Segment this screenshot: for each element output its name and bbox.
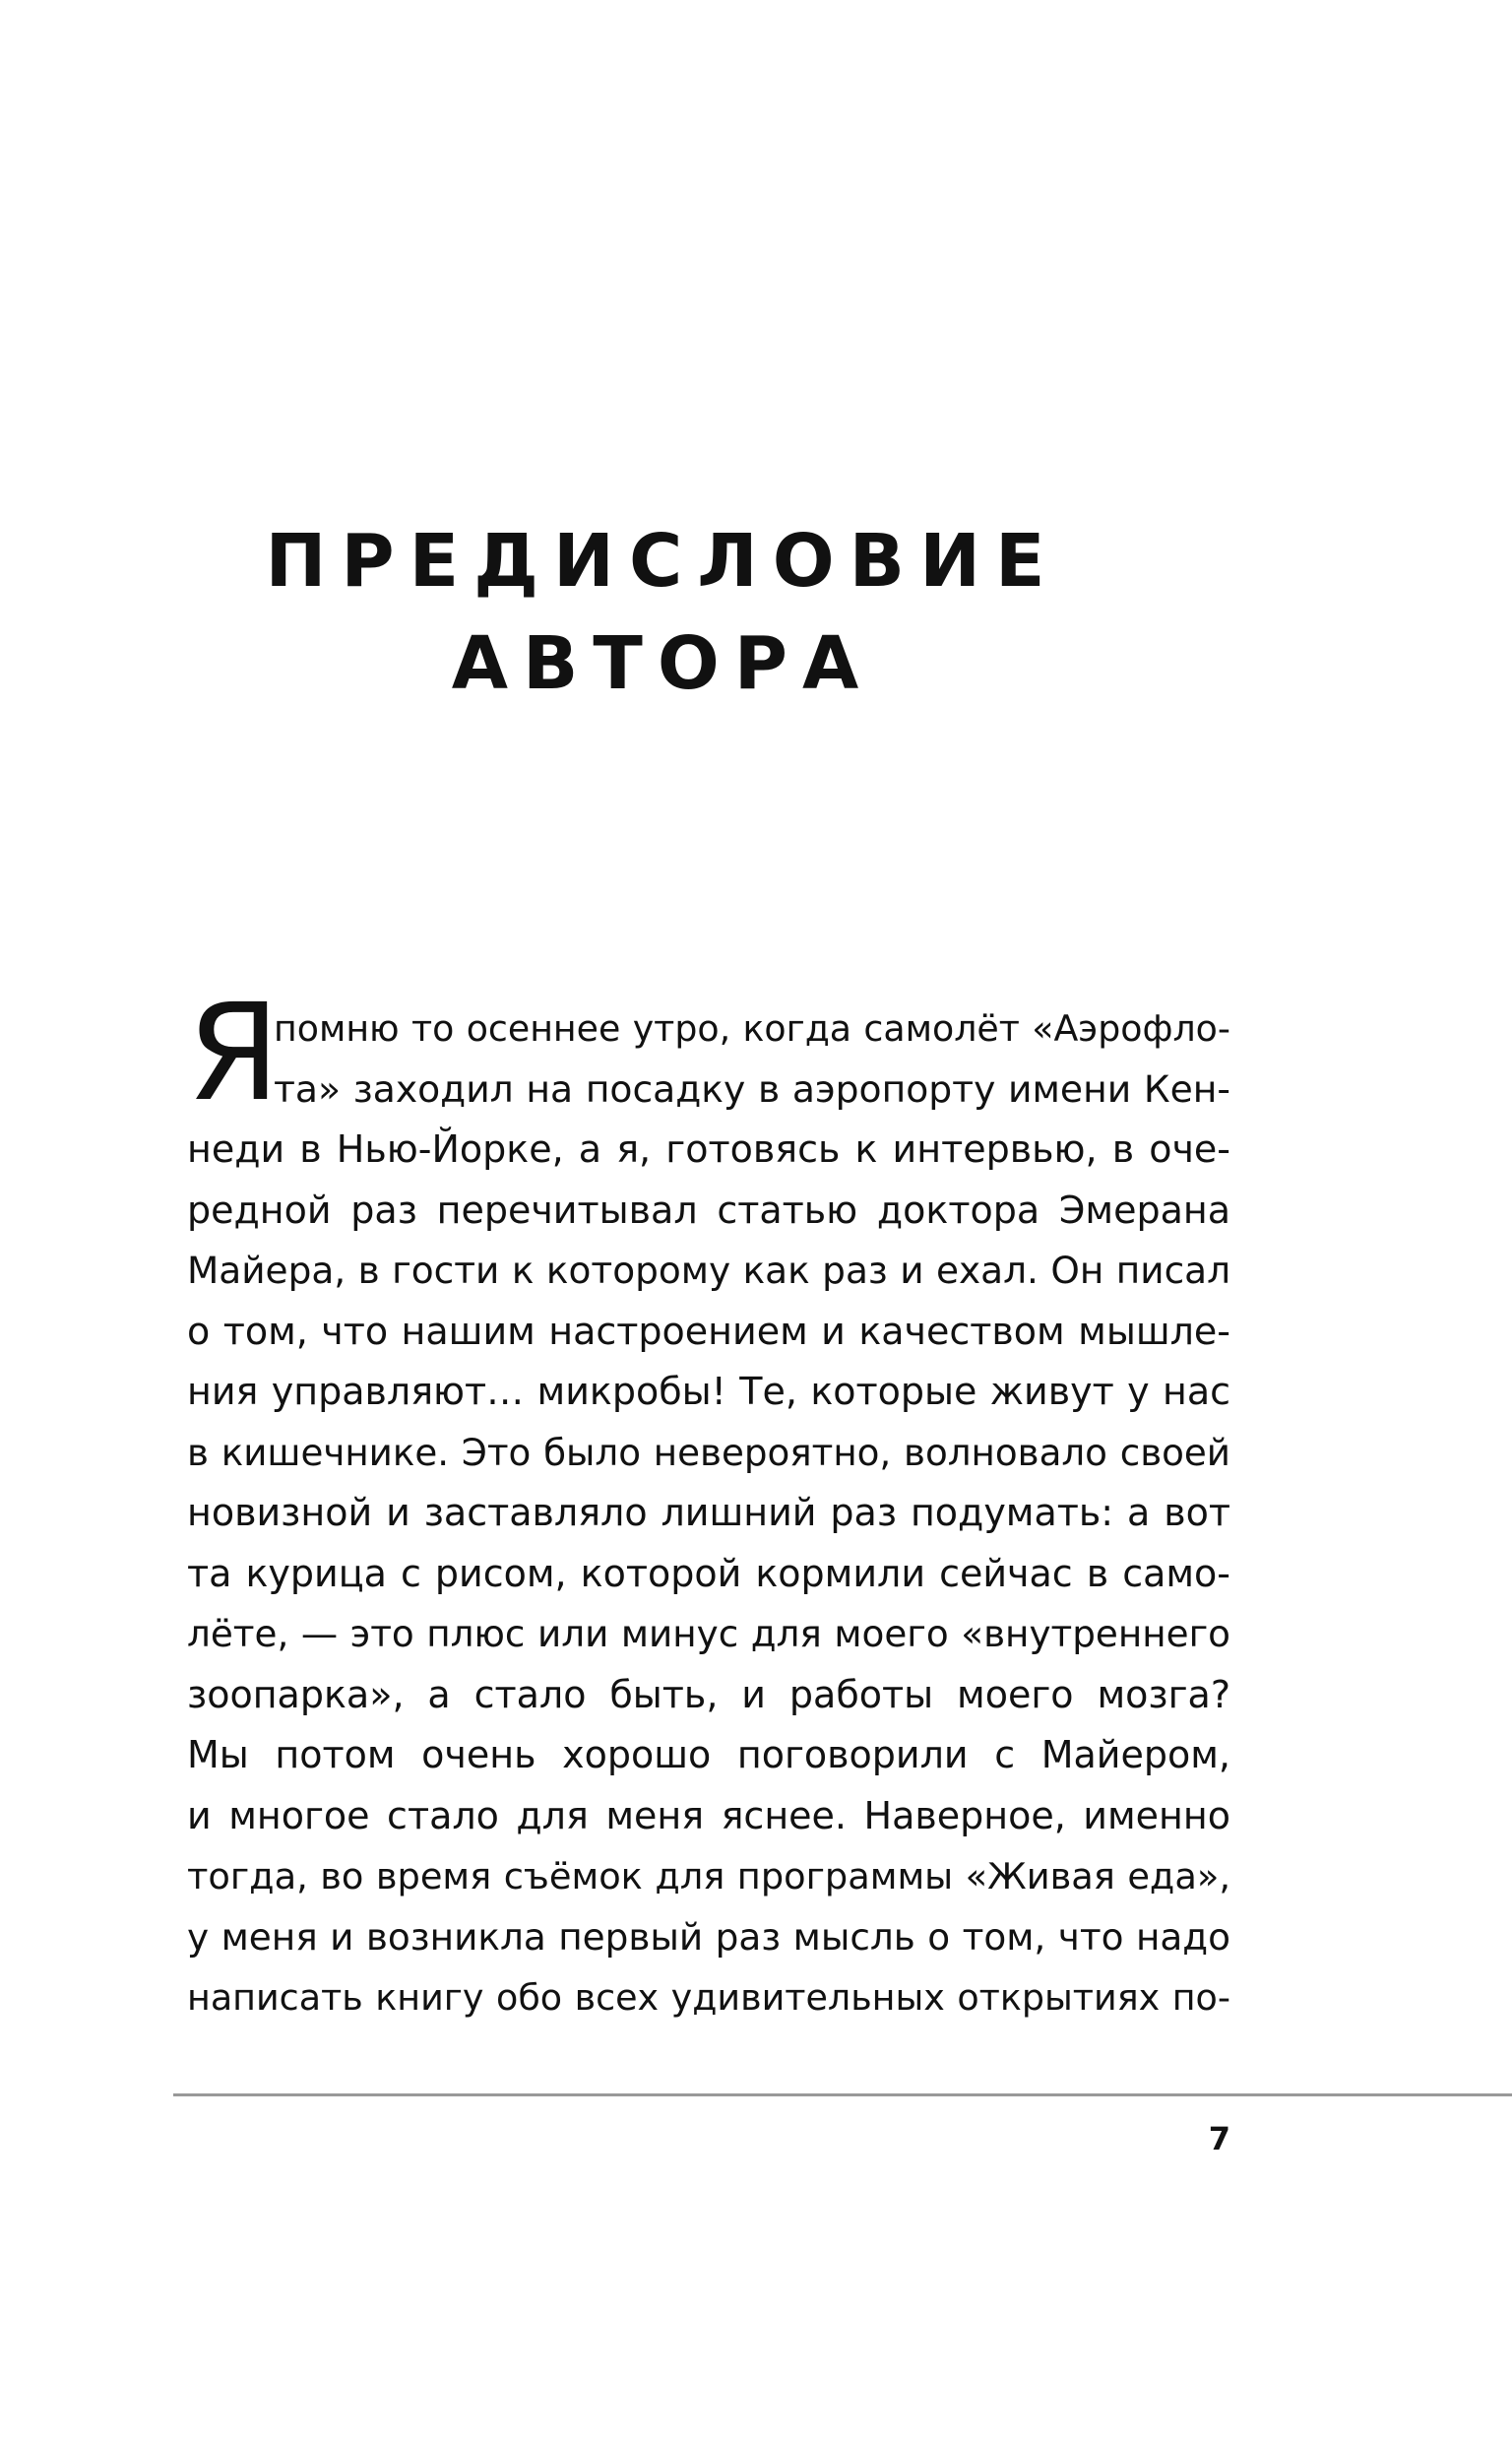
body-line: та курица с рисом, которой кормили сейчас в само- — [187, 1551, 1230, 1595]
body-line: новизной и заставляло лишний раз подумать: а вот — [187, 1491, 1230, 1534]
chapter-title-line-2: АВТОРА — [451, 621, 874, 706]
body-line: о том, что нашим настроением и качеством мышле- — [187, 1309, 1230, 1353]
body-line: в кишечнике. Это было невероятно, волновало своей — [187, 1430, 1230, 1474]
page-number: 7 — [1208, 2120, 1230, 2157]
body-line: и многое стало для меня яснее. Наверное, именно — [187, 1793, 1230, 1837]
body-line: лёте, — это плюс или минус для моего «внутреннего — [187, 1612, 1230, 1655]
footer-divider — [173, 2093, 1512, 2096]
chapter-title — [0, 510, 1325, 715]
drop-cap: Я — [187, 976, 281, 1131]
body-line: зоопарка», а стало быть, и работы моего мозга? — [187, 1672, 1230, 1716]
body-line: ния управляют… микробы! Те, которые живут у нас — [187, 1370, 1230, 1413]
body-line: у меня и возникла первый раз мысль о том, что надо — [187, 1914, 1230, 1959]
body-line: Майера, в гости к которому как раз и ехал. Он писал — [187, 1249, 1230, 1292]
chapter-title-line-1: ПРЕДИСЛОВИЕ — [265, 519, 1060, 604]
body-line: тогда, во время съёмок для программы «Живая еда», — [187, 1855, 1230, 1897]
body-line: помню то осеннее утро, когда самолёт «Аэрофло- — [274, 1007, 1230, 1050]
body-paragraph — [187, 998, 1230, 2028]
body-line: Мы потом очень хорошо поговорили с Майером, — [187, 1733, 1230, 1776]
body-line: написать книгу обо всех удивительных открытиях по- — [187, 1976, 1230, 2019]
body-line: та» заходил на посадку в аэропорту имени Кен- — [274, 1066, 1230, 1111]
body-line: неди в Нью-Йорке, а я, готовясь к интервью, в оче- — [187, 1127, 1230, 1171]
body-line: редной раз перечитывал статью доктора Эмерана — [187, 1188, 1230, 1232]
